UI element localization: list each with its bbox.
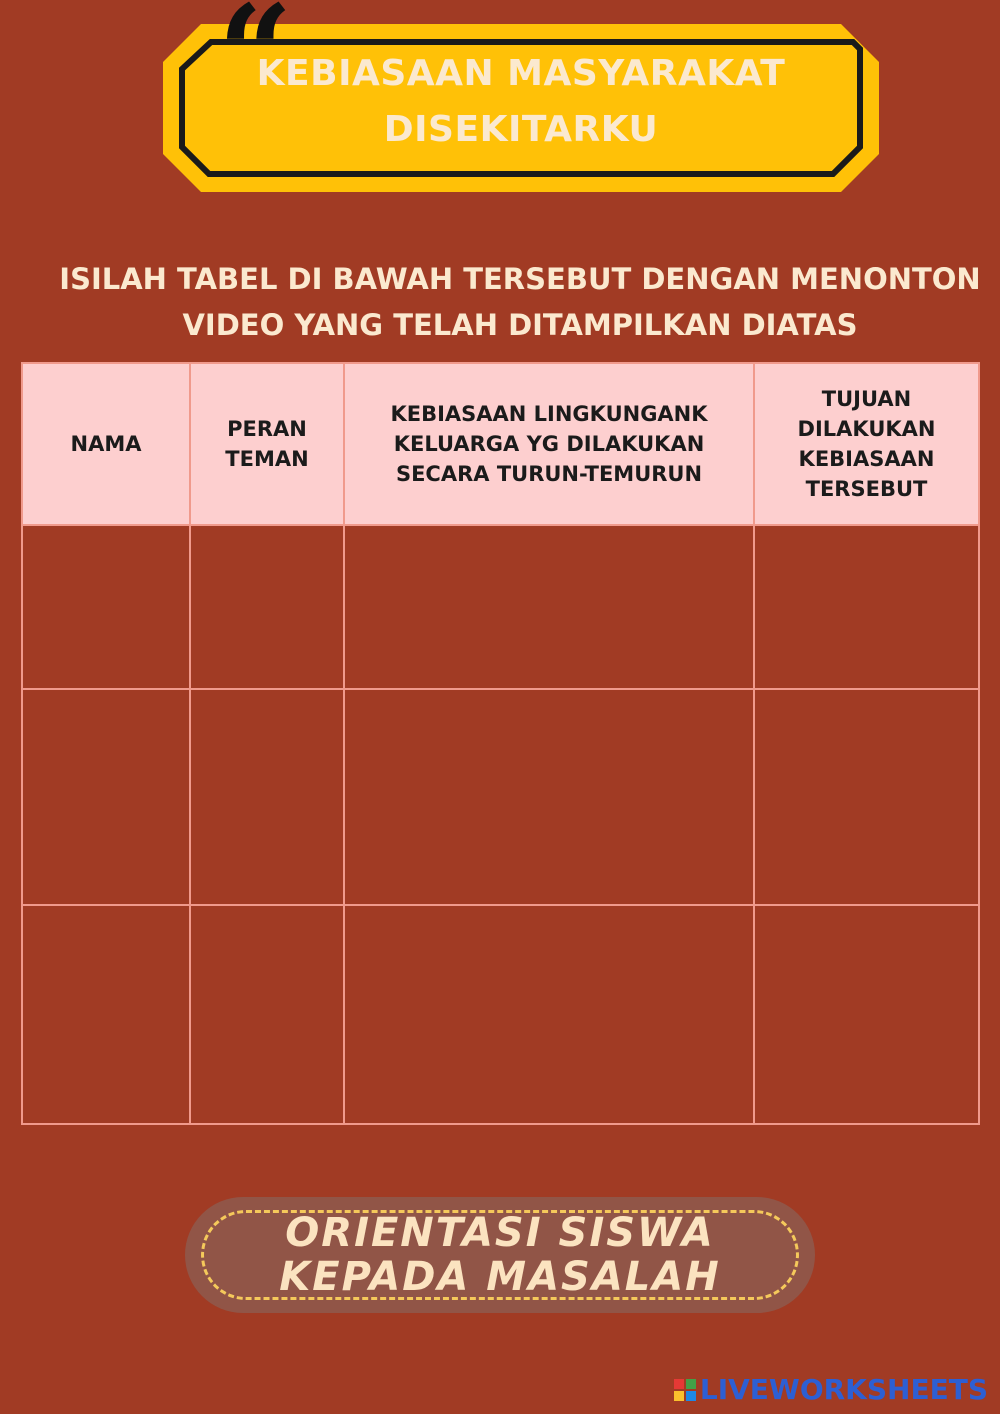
badge-label: ORIENTASI SISWA KEPADA MASALAH: [279, 1210, 721, 1300]
table-row: [22, 525, 979, 689]
input-cell-tujuan[interactable]: [754, 905, 979, 1124]
input-cell-tujuan[interactable]: [754, 689, 979, 905]
header-tujuan: TUJUAN DILAKUKAN KEBIASAAN TERSEBUT: [754, 363, 979, 525]
input-cell-peran[interactable]: [190, 525, 344, 689]
input-cell-kebiasaan[interactable]: [344, 525, 754, 689]
title-line-1: KEBIASAAN MASYARAKAT: [256, 53, 786, 94]
header-kebiasaan: KEBIASAAN LINGKUNGANK KELUARGA YG DILAKUKAN SECARA TURUN-TEMURUN: [344, 363, 754, 525]
input-cell-nama[interactable]: [22, 905, 190, 1124]
title-line-2: DISEKITARKU: [383, 109, 659, 150]
logo-text: LIVEWORKSHEETS: [699, 1373, 988, 1406]
input-cell-peran[interactable]: [190, 905, 344, 1124]
worksheet-table: [21, 362, 980, 1125]
table-row: [22, 689, 979, 905]
orientation-badge: [185, 1197, 815, 1313]
input-cell-peran[interactable]: [190, 689, 344, 905]
instruction-line-2: VIDEO YANG TELAH DITAMPILKAN DIATAS: [182, 308, 858, 342]
liveworksheets-logo: [674, 1373, 988, 1406]
input-cell-kebiasaan[interactable]: [344, 905, 754, 1124]
input-cell-nama[interactable]: [22, 525, 190, 689]
instruction-text: [40, 256, 1000, 348]
logo-grid-icon: [674, 1379, 696, 1401]
input-cell-kebiasaan[interactable]: [344, 689, 754, 905]
table-header-row: [22, 363, 979, 525]
input-cell-tujuan[interactable]: [754, 525, 979, 689]
instruction-line-1: ISILAH TABEL DI BAWAH TERSEBUT DENGAN MENONTON: [59, 262, 981, 296]
input-cell-nama[interactable]: [22, 689, 190, 905]
header-nama: NAMA: [22, 363, 190, 525]
quote-icon: “: [218, 0, 293, 129]
header-peran-teman: PERAN TEMAN: [190, 363, 344, 525]
table-row: [22, 905, 979, 1124]
